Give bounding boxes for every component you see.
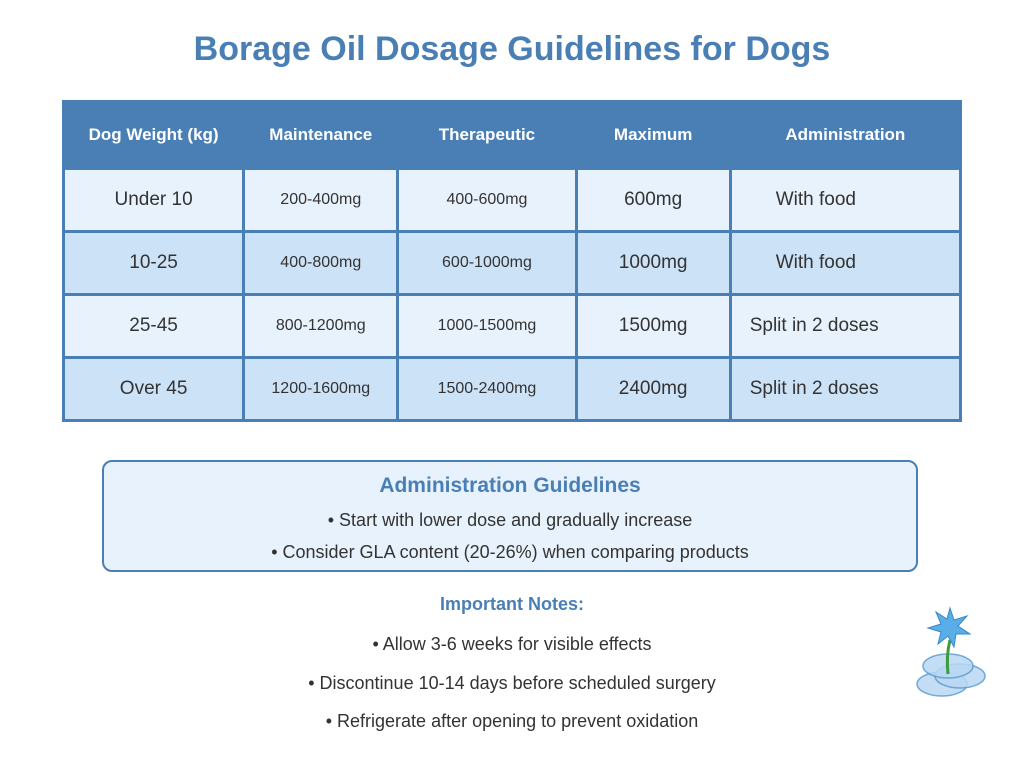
cell-therapeutic: 400-600mg [398, 169, 576, 232]
guideline-item: • Start with lower dose and gradually increase [327, 510, 693, 530]
cell-maximum: 2400mg [576, 358, 730, 421]
table-row [64, 169, 961, 232]
cell-weight: Over 45 [64, 358, 244, 421]
header-administration: Administration [730, 102, 960, 169]
cell-maximum: 1500mg [576, 295, 730, 358]
cell-weight: 25-45 [64, 295, 244, 358]
header-maximum: Maximum [576, 102, 730, 169]
table-row [64, 358, 961, 421]
cell-therapeutic: 1500-2400mg [398, 358, 576, 421]
cell-administration: Split in 2 doses [730, 295, 960, 358]
cell-maintenance: 400-800mg [244, 232, 398, 295]
guidelines-title: Administration Guidelines [379, 474, 641, 497]
header-dog-weight: Dog Weight (kg) [64, 102, 244, 169]
borage-flower-icon [910, 604, 992, 700]
notes-title: Important Notes: [440, 594, 584, 614]
cell-administration: With food [730, 169, 960, 232]
cell-therapeutic: 600-1000mg [398, 232, 576, 295]
important-notes [0, 594, 1024, 741]
note-item: • Discontinue 10-14 days before scheduled surgery [308, 672, 716, 693]
cell-maintenance: 200-400mg [244, 169, 398, 232]
guideline-item: • Consider GLA content (20-26%) when comparing products [271, 542, 749, 562]
cell-administration: With food [730, 232, 960, 295]
administration-guidelines-box [102, 460, 918, 572]
cell-maximum: 1000mg [576, 232, 730, 295]
cell-administration: Split in 2 doses [730, 358, 960, 421]
page-title: Borage Oil Dosage Guidelines for Dogs [193, 30, 831, 68]
cell-weight: Under 10 [64, 169, 244, 232]
table-row [64, 232, 961, 295]
table-header-row [64, 102, 961, 169]
cell-therapeutic: 1000-1500mg [398, 295, 576, 358]
header-maintenance: Maintenance [244, 102, 398, 169]
cell-maintenance: 800-1200mg [244, 295, 398, 358]
note-item: • Allow 3-6 weeks for visible effects [372, 634, 652, 654]
header-therapeutic: Therapeutic [398, 102, 576, 169]
dosage-table-container [62, 100, 962, 422]
table-row [64, 295, 961, 358]
note-item: • Refrigerate after opening to prevent oxidation [325, 711, 699, 731]
cell-maximum: 600mg [576, 169, 730, 232]
cell-weight: 10-25 [64, 232, 244, 295]
cell-maintenance: 1200-1600mg [244, 358, 398, 421]
dosage-table [62, 100, 962, 422]
